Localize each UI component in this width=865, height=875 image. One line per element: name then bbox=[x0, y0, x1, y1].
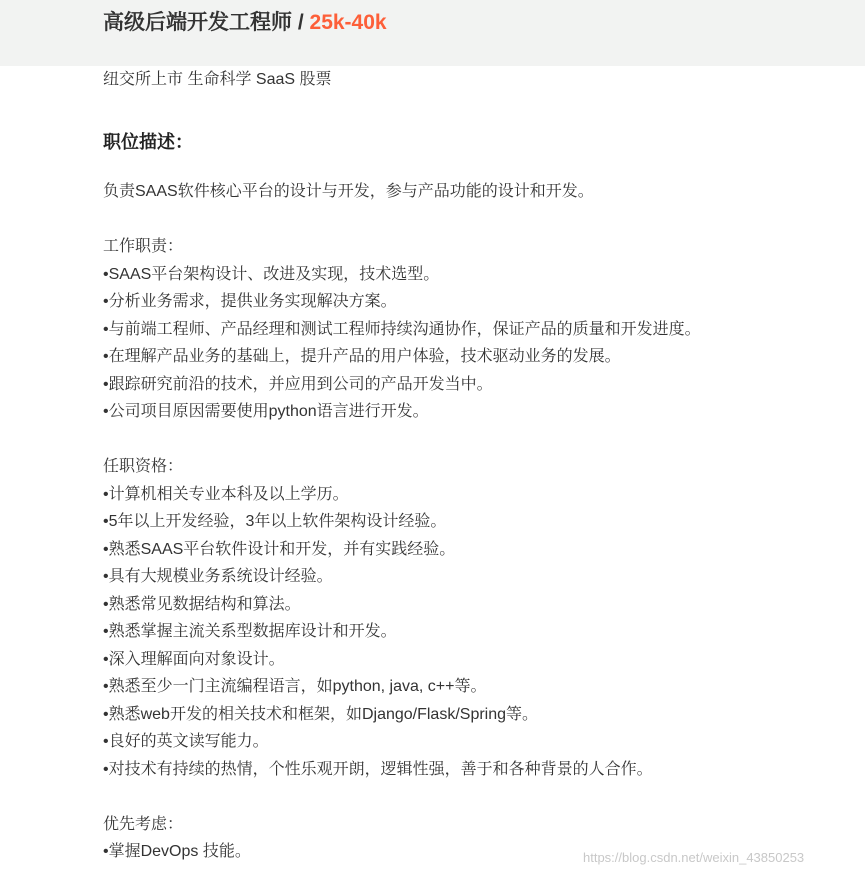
preferred-item: •掌握DevOps 技能。 bbox=[103, 843, 251, 860]
spacer bbox=[103, 783, 823, 811]
qualifications-title: 任职资格： bbox=[103, 458, 184, 475]
qualification-item: •熟悉SAAS平台软件设计和开发，并有实践经验。 bbox=[103, 540, 456, 558]
responsibility-item: •SAAS平台架构设计、改进及实现，技术选型。 bbox=[103, 265, 440, 283]
qualification-item: •5年以上开发经验，3年以上软件架构设计经验。 bbox=[103, 513, 447, 530]
watermark-url: https://blog.csdn.net/weixin_43850253 bbox=[583, 850, 805, 865]
summary-text: 负责SAAS软件核心平台的设计与开发，参与产品功能的设计和开发。 bbox=[103, 183, 594, 200]
qualification-item: •熟悉掌握主流关系型数据库设计和开发。 bbox=[103, 623, 397, 640]
responsibility-item: •与前端工程师、产品经理和测试工程师持续沟通协作，保证产品的质量和开发进度。 bbox=[103, 320, 701, 338]
qualification-item: •熟悉至少一门主流编程语言，如python, java, c++等。 bbox=[103, 678, 487, 695]
qualification-item: •熟悉web开发的相关技术和框架，如Django/Flask/Spring等。 bbox=[103, 705, 539, 723]
job-title bbox=[103, 8, 387, 38]
qualification-item: •深入理解面向对象设计。 bbox=[103, 650, 285, 668]
company-description: 纽交所上市 生命科学 SaaS 股票 bbox=[103, 71, 332, 88]
section-heading: 职位描述： bbox=[103, 132, 193, 152]
qualification-item: •对技术有持续的热情，个性乐观开朗，逻辑性强，善于和各种背景的人合作。 bbox=[103, 760, 653, 778]
job-title-text: 高级后端开发工程师 bbox=[103, 11, 292, 34]
job-description bbox=[103, 178, 823, 866]
qualification-item: •熟悉常见数据结构和算法。 bbox=[103, 595, 301, 613]
qualification-item: •良好的英文读写能力。 bbox=[103, 733, 269, 750]
qualification-item: •具有大规模业务系统设计经验。 bbox=[103, 568, 333, 585]
title-separator: / bbox=[292, 11, 310, 34]
responsibility-item: •在理解产品业务的基础上，提升产品的用户体验，技术驱动业务的发展。 bbox=[103, 348, 621, 365]
qualification-item: •计算机相关专业本科及以上学历。 bbox=[103, 485, 349, 503]
spacer bbox=[103, 426, 823, 454]
spacer bbox=[103, 206, 823, 234]
responsibilities-title: 工作职责： bbox=[103, 238, 184, 255]
salary-range: 25k-40k bbox=[309, 11, 387, 34]
preferred-title: 优先考虑： bbox=[103, 815, 184, 833]
responsibility-item: •分析业务需求，提供业务实现解决方案。 bbox=[103, 293, 397, 310]
responsibility-item: •跟踪研究前沿的技术，并应用到公司的产品开发当中。 bbox=[103, 375, 493, 393]
responsibility-item: •公司项目原因需要使用python语言进行开发。 bbox=[103, 403, 429, 420]
